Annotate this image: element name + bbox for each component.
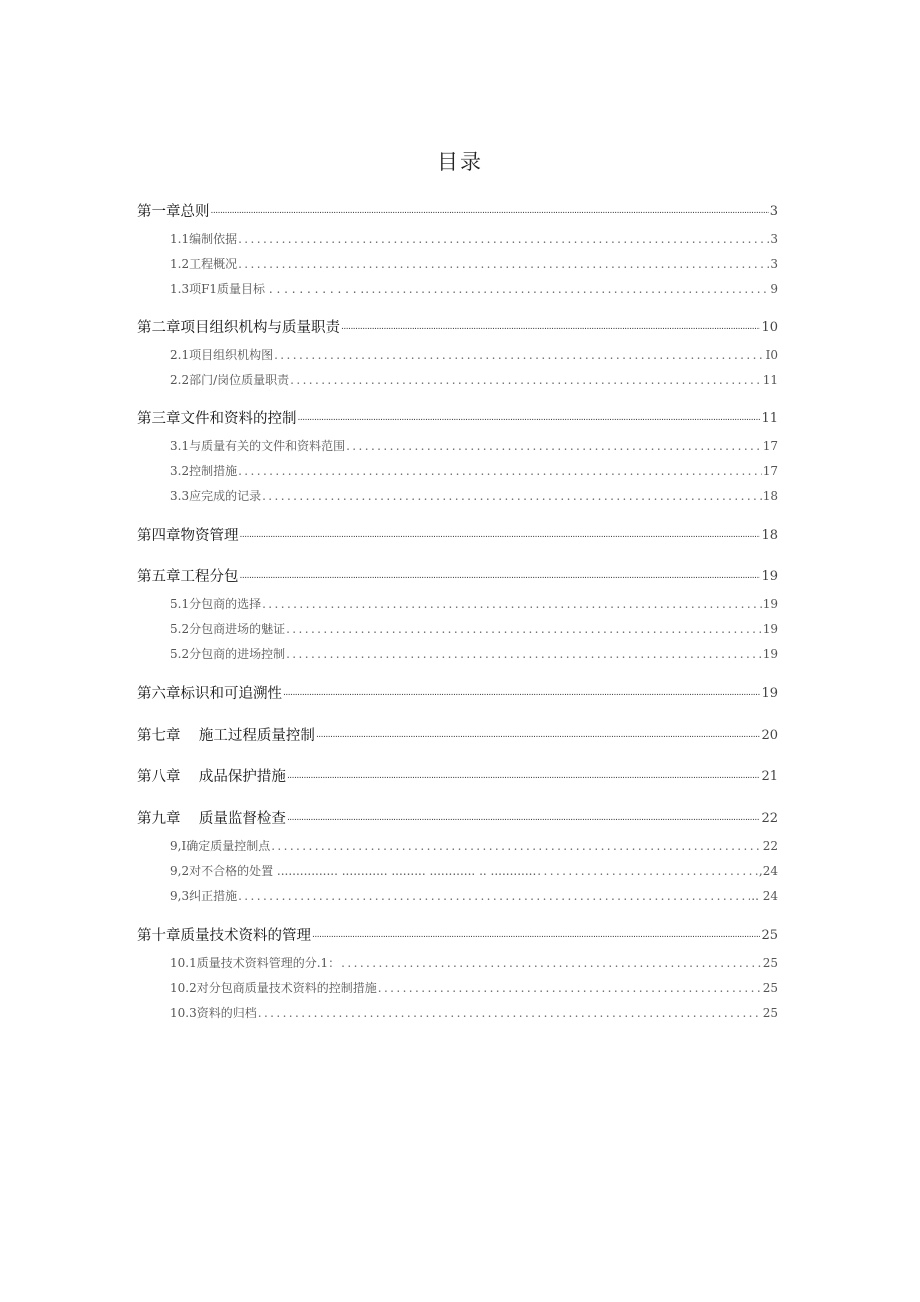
toc-page-number: 25: [762, 1006, 778, 1020]
toc-chapter-4[interactable]: [137, 526, 778, 546]
toc-page-number: 11: [761, 411, 778, 426]
toc-section-10-2[interactable]: [137, 978, 778, 998]
toc-page-number: 19: [762, 597, 778, 611]
toc-entry-title: 9,3纠正措施: [170, 889, 238, 903]
toc-entry-title: 第八章 成品保护措施: [137, 769, 286, 785]
toc-chapter-2[interactable]: [137, 318, 778, 338]
toc-section-3-1[interactable]: [137, 436, 778, 456]
toc-section-9-2[interactable]: [137, 861, 778, 881]
toc-page-number: .. 24: [751, 889, 778, 903]
toc-section-1-1[interactable]: [137, 229, 778, 249]
toc-page-number: I0: [765, 348, 778, 362]
toc-entry-title: 9,I确定质量控制点: [170, 839, 271, 853]
toc-entry-title: 第四章物资管理: [137, 528, 239, 544]
toc-page-number: 25: [762, 956, 778, 970]
dot-leader: [238, 254, 769, 274]
toc-chapter-3[interactable]: [137, 409, 778, 429]
toc-page-number: ,24: [758, 864, 778, 878]
toc-chapter-5[interactable]: [137, 567, 778, 587]
dot-leader: [298, 408, 761, 428]
dot-leader: [258, 1003, 762, 1023]
dot-leader: [238, 229, 769, 249]
dot-leader: [238, 886, 750, 906]
dot-leader: [290, 370, 762, 390]
dot-leader: [287, 766, 761, 786]
toc-entry-title: 第二章项目组织机构与质量职责: [137, 320, 340, 336]
toc-entry-title: 1.3项F1质量目标 . . . . . . . . . . . . .: [170, 282, 365, 296]
toc-page-number: 17: [762, 464, 778, 478]
toc-entry-title: 第一章总则: [137, 204, 210, 220]
toc-chapter-9[interactable]: [137, 809, 778, 829]
toc-page-number: 10: [761, 320, 778, 335]
toc-entry-title: 1.2工程概况: [170, 257, 238, 271]
toc-entry-title: 5.2分包商的进场控制: [170, 647, 286, 661]
toc-section-5-3[interactable]: [137, 644, 778, 664]
toc-section-9-1[interactable]: [137, 836, 778, 856]
toc-section-2-2[interactable]: [137, 370, 778, 390]
toc-page-number: 19: [761, 569, 778, 584]
dot-leader: [378, 978, 762, 998]
toc-page-number: 25: [762, 981, 778, 995]
toc-section-10-1[interactable]: [137, 953, 778, 973]
toc-chapter-1[interactable]: [137, 202, 778, 222]
toc-entry-title: 9,2对不合格的处置 ................ ............ ......... ............ .. ............: [170, 864, 537, 878]
toc-page-number: 22: [762, 839, 778, 853]
toc-entry-title: 第十章质量技术资料的管理: [137, 928, 311, 944]
toc-section-2-1[interactable]: [137, 345, 778, 365]
dot-leader: [286, 644, 762, 664]
dot-leader: [286, 619, 762, 639]
toc-page-number: 18: [761, 528, 778, 543]
toc-section-5-2[interactable]: [137, 619, 778, 639]
toc-entry-title: 第七章 施工过程质量控制: [137, 728, 315, 744]
dot-leader: [365, 279, 769, 299]
toc-page-number: 11: [762, 373, 778, 387]
toc-entry-title: 3.2控制措施: [170, 464, 238, 478]
toc-entry-title: 第三章文件和资料的控制: [137, 411, 297, 427]
dot-leader: [287, 808, 761, 828]
toc-page-number: 3: [769, 204, 778, 219]
toc-entry-title: 第五章工程分包: [137, 569, 239, 585]
toc-section-10-3[interactable]: [137, 1003, 778, 1023]
dot-leader: [238, 461, 762, 481]
toc-entry-title: 5.2分包商进场的魅证: [170, 622, 286, 636]
toc-page-number: 19: [762, 622, 778, 636]
toc-section-5-1[interactable]: [137, 594, 778, 614]
dot-leader: [537, 861, 758, 881]
dot-leader: [271, 836, 762, 856]
dot-leader: [211, 201, 769, 221]
dot-leader: [316, 725, 761, 745]
toc-entry-title: 第六章标识和可追溯性: [137, 686, 282, 702]
toc-entry-title: 3.1与质量有关的文件和资料范围: [170, 439, 346, 453]
toc-page-number: 19: [762, 647, 778, 661]
toc-page-number: 9: [770, 282, 778, 296]
toc-section-1-3[interactable]: [137, 279, 778, 299]
toc-entry-title: 5.1分包商的选择: [170, 597, 262, 611]
dot-leader: [262, 594, 762, 614]
dot-leader: [240, 525, 761, 545]
toc-entry-title: 10.2对分包商质量技术资料的控制措施: [170, 981, 377, 995]
toc-entry-title: 10.1质量技术资料管理的分.1：: [170, 956, 341, 970]
dot-leader: [341, 317, 760, 337]
toc-section-9-3[interactable]: [137, 886, 778, 906]
dot-leader: [346, 436, 762, 456]
toc-section-1-2[interactable]: [137, 254, 778, 274]
toc-chapter-7[interactable]: [137, 726, 778, 746]
page-title: 目录: [437, 150, 483, 174]
toc-entry-title: 2.2部门/岗位质量职责: [170, 373, 290, 387]
toc-page-number: 3: [770, 232, 778, 246]
toc-entry-title: 2.1项目组织机构图: [170, 348, 274, 362]
toc-section-3-2[interactable]: [137, 461, 778, 481]
dot-leader: [312, 925, 760, 945]
toc-page-number: 17: [762, 439, 778, 453]
toc-entry-title: 1.1编制依据: [170, 232, 238, 246]
toc-page-number: 18: [762, 489, 778, 503]
toc-entry-title: 3.3应完成的记录: [170, 489, 262, 503]
toc-chapter-6[interactable]: [137, 684, 778, 704]
toc-page-number: 21: [761, 769, 778, 784]
dot-leader: [341, 953, 762, 973]
toc-page-number: 20: [761, 728, 778, 743]
toc-page-number: 22: [761, 811, 778, 826]
dot-leader: [283, 683, 760, 703]
toc-chapter-8[interactable]: [137, 767, 778, 787]
dot-leader: [274, 345, 765, 365]
toc-chapter-10[interactable]: [137, 926, 778, 946]
toc-entry-title: 第九章 质量监督检查: [137, 811, 286, 827]
toc-section-3-3[interactable]: [137, 486, 778, 506]
dot-leader: [262, 486, 762, 506]
dot-leader: [240, 566, 761, 586]
toc-page-number: 19: [761, 686, 778, 701]
toc-page-number: 25: [761, 928, 778, 943]
toc-entry-title: 10.3资料的归档: [170, 1006, 257, 1020]
toc-page-number: 3: [770, 257, 778, 271]
